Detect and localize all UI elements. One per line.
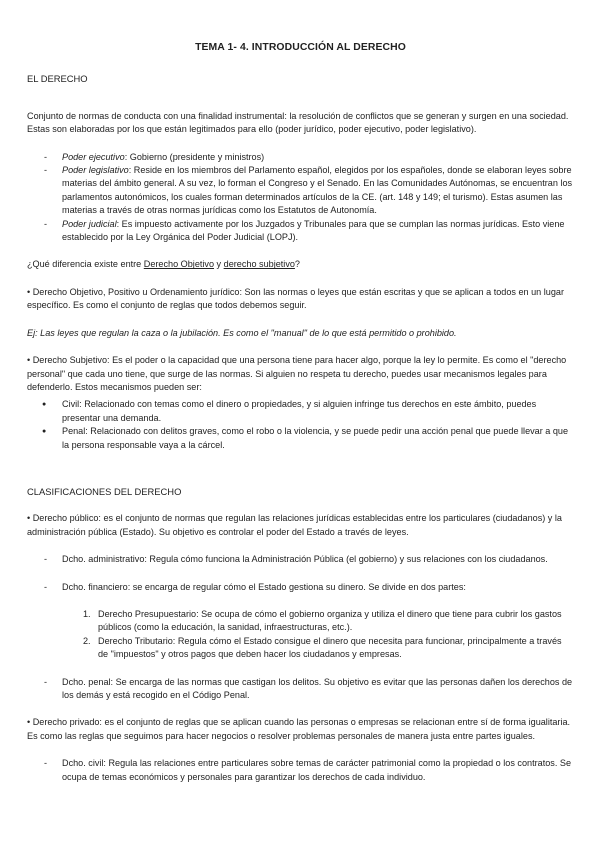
list-number: 1. [83,608,91,619]
term-derecho-objetivo: Derecho Objetivo [143,259,215,270]
intro-paragraph: Conjunto de normas de conducta con una finalidad instrumental: la resolución de conflictos que se generan y surgen en una sociedad. Estas son elaboradas por los que están legitimados para ello (poder jurídico, poder ejecutivo, poder legislativo). [27,110,569,135]
powers-list [27,151,574,245]
list-item [27,218,574,245]
power-name: Poder legislativo [62,165,129,176]
power-description: : Es impuesto activamente por los Juzgados y Tribunales para que se cumplan las normas jurídicas. Esto viene establecido por la Ley Orgánica del Poder Judicial (LOPJ). [62,218,565,243]
public-law-paragraph: • Derecho público: es el conjunto de normas que regulan las relaciones jurídicas establecidas entre los particulares (ciudadanos) y la administración pública (Estado). Su objetivo es controlar el poder del Estado a través de leyes. [27,513,562,537]
power-name: Poder ejecutivo [62,151,125,162]
power-name: Poder judicial [62,218,117,229]
list-item: - Dcho. civil: Regula las relaciones entre particulares sobre temas de carácter patrimonial como la propiedad o los contratos. Se ocupa de temas económicos y personales para garantizar los derechos de cada individuo. [27,757,574,784]
section-heading-el-derecho: EL DERECHO [27,73,88,85]
subjective-law-paragraph: • Derecho Subjetivo: Es el poder o la capacidad que una persona tiene para hacer algo, porque la ley lo permite. Es como el "derecho personal" que cada uno tiene, que surge de las normas. Si alguien no respeta tu derecho, puedes usar mecanismos legales para defenderlo. Estos mecanismos pueden ser: [27,355,567,392]
financial-list [27,581,574,594]
list-item [27,635,574,662]
penal-list [27,676,574,703]
question-text: ¿Qué diferencia existe entre [27,259,144,270]
difference-question [27,258,574,271]
financial-parts-list [27,608,574,662]
power-description: : Gobierno (presidente y ministros) [124,151,265,162]
list-number: 2. [83,635,91,646]
list-item [27,151,574,164]
mechanisms-list [27,398,574,452]
list-text: Derecho Presupuestario: Se ocupa de cómo el gobierno organiza y utiliza el dinero que tiene para cubrir los gastos públicos (como la educación, la sanidad, infraestructuras, etc.). [98,608,562,633]
civil-list [27,757,574,784]
administrative-list [27,553,574,566]
example-paragraph: Ej: Las leyes que regulan la caza o la jubilación. Es como el "manual" de lo que está permitido o prohibido. [27,327,457,338]
list-item [27,164,574,218]
list-item: ● Civil: Relacionado con temas como el dinero o propiedades, y si alguien infringe tus derechos en este ámbito, puedes presentar una demanda. [27,398,574,425]
power-description: : Reside en los miembros del Parlamento español, elegidos por los españoles, donde se elaboran leyes sobre materias del ámbito general. A su vez, lo forman el Congreso y el Senado. En las Comunidades Autónomas, se encuentran los parlamentos autonómicos, los cuales forman determinados artículos de la CE. (art. 148 y 149; el turismo). Estas asumen las materias a través de otras normas jurídicas como los Estatutos de Autonomía. [62,165,573,216]
list-item: ● Penal: Relacionado con delitos graves, como el robo o la violencia, y se puede pedir una acción penal que puede llevar a que la persona responsable vaya a la cárcel. [27,425,574,452]
list-text: Derecho Tributario: Regula cómo el Estado consigue el dinero que necesita para funcionar, principalmente a través de "impuestos" y otros pagos que deben hacer los ciudadanos y empresas. [98,635,562,660]
list-item: - Dcho. administrativo: Regula cómo funciona la Administración Pública (el gobierno) y sus relaciones con los ciudadanos. [27,553,574,566]
section-heading-clasificaciones: CLASIFICACIONES DEL DERECHO [27,485,182,497]
private-law-paragraph: • Derecho privado: es el conjunto de reglas que se aplican cuando las personas o empresas se relacionan entre sí de forma igualitaria. Es como las reglas que seguimos para hacer negocios o resolver problemas personales de manera justa entre partes iguales. [27,717,571,741]
list-item [27,608,574,635]
objective-law-paragraph: • Derecho Objetivo, Positivo u Ordenamiento jurídico: Son las normas o leyes que están escritas y que se aplican a todos en un lugar específico. Es como el conjunto de reglas que todos debemos seguir. [27,286,564,311]
list-item: - Dcho. penal: Se encarga de las normas que castigan los delitos. Su objetivo es evitar que las personas dañen los derechos de los demás y está recogido en el Código Penal. [27,676,574,703]
list-item: - Dcho. financiero: se encarga de regular cómo el Estado gestiona su dinero. Se divide en dos partes: [27,581,574,594]
question-text: y [214,259,224,270]
question-text: ? [294,259,300,270]
document-title: TEMA 1- 4. INTRODUCCIÓN AL DERECHO [195,42,406,53]
term-derecho-subjetivo: derecho subjetivo [223,259,295,270]
